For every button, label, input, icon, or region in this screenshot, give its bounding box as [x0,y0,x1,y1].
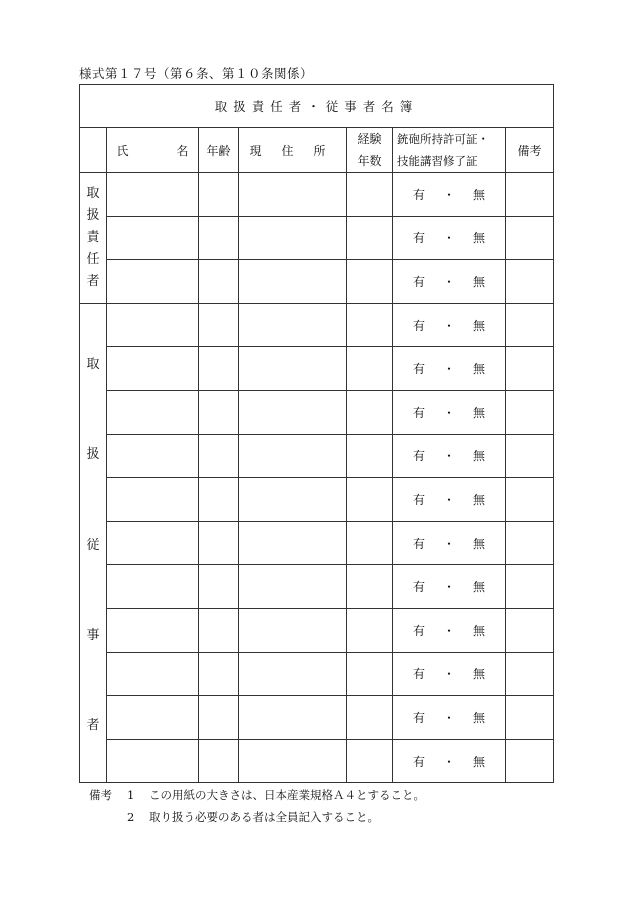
header-experience [347,128,393,173]
separator-dot: ・ [442,187,455,202]
separator-dot: ・ [442,710,455,725]
separator-dot: ・ [442,667,455,682]
yes-option[interactable]: 有 [412,187,425,202]
yes-option[interactable]: 有 [412,536,425,551]
header-license [393,128,506,173]
address-cell[interactable] [239,652,347,696]
age-cell[interactable] [199,216,239,260]
age-cell[interactable] [199,608,239,652]
separator-dot: ・ [442,754,455,769]
worker-row [80,696,554,740]
worker-row [80,303,554,347]
yes-option[interactable]: 有 [412,231,425,246]
license-yes-no-cell [393,478,506,522]
header-name-given: 名 [176,143,189,158]
license-yes-no-cell [393,521,506,565]
license-yes-no-cell [393,260,506,304]
experience-cell[interactable] [347,434,393,478]
age-cell[interactable] [199,521,239,565]
name-cell[interactable] [107,739,199,783]
experience-cell[interactable] [347,390,393,434]
worker-section-label [80,303,107,783]
remarks-cell[interactable] [506,390,554,434]
section-label-char: 扱 [86,447,100,463]
name-cell[interactable] [107,303,199,347]
address-cell[interactable] [239,173,347,217]
section-label-char: 扱 [86,207,100,223]
notes-label: 備考 [89,788,112,802]
license-yes-no-cell [393,216,506,260]
address-cell[interactable] [239,260,347,304]
name-cell[interactable] [107,521,199,565]
header-address: 現住所 [239,128,347,173]
license-yes-no-cell [393,173,506,217]
yes-option[interactable]: 有 [412,754,425,769]
license-yes-no-cell [393,347,506,391]
remarks-cell[interactable] [506,652,554,696]
worker-row [80,652,554,696]
yes-option[interactable]: 有 [412,623,425,638]
name-cell[interactable] [107,652,199,696]
separator-dot: ・ [442,536,455,551]
header-name-family: 氏 [116,143,129,158]
age-cell[interactable] [199,347,239,391]
no-option[interactable]: 無 [473,667,486,682]
name-cell[interactable] [107,347,199,391]
section-label-char: 任 [86,251,100,267]
experience-cell[interactable] [347,652,393,696]
yes-option[interactable]: 有 [412,580,425,595]
experience-cell[interactable] [347,347,393,391]
remarks-cell[interactable] [506,696,554,740]
section-label-char: 者 [86,273,100,289]
worker-row [80,347,554,391]
address-cell[interactable] [239,696,347,740]
section-label-char: 者 [86,718,100,734]
experience-cell[interactable] [347,696,393,740]
header-license-line1: 銃砲所持許可証・ [397,132,489,146]
header-experience-line2: 年数 [357,154,382,168]
address-cell[interactable] [239,390,347,434]
note-item-2 [89,806,425,828]
separator-dot: ・ [442,492,455,507]
separator-dot: ・ [442,580,455,595]
address-cell[interactable] [239,478,347,522]
age-cell[interactable] [199,303,239,347]
section-label-char: 取 [86,185,100,201]
name-cell[interactable] [107,390,199,434]
header-license-line2: 技能講習修了証 [397,154,478,168]
worker-row [80,739,554,783]
name-cell[interactable] [107,608,199,652]
no-option[interactable]: 無 [473,536,486,551]
age-cell[interactable] [199,434,239,478]
remarks-cell[interactable] [506,216,554,260]
no-option[interactable]: 無 [473,449,486,464]
remarks-cell[interactable] [506,739,554,783]
name-cell[interactable] [107,260,199,304]
separator-dot: ・ [442,362,455,377]
no-option[interactable]: 無 [473,405,486,420]
header-remarks: 備考 [506,128,554,173]
license-yes-no-cell [393,565,506,609]
license-yes-no-cell [393,739,506,783]
age-cell[interactable] [199,652,239,696]
responsible-row [80,173,554,217]
address-cell[interactable] [239,347,347,391]
section-label-char: 取 [86,357,100,373]
name-cell[interactable] [107,216,199,260]
worker-row [80,608,554,652]
yes-option[interactable]: 有 [412,667,425,682]
remarks-cell[interactable] [506,478,554,522]
no-option[interactable]: 無 [473,231,486,246]
address-cell[interactable] [239,434,347,478]
note-text: 取り扱う必要のある者は全員記入すること。 [149,810,379,824]
yes-option[interactable]: 有 [412,405,425,420]
license-yes-no-cell [393,696,506,740]
address-cell[interactable] [239,521,347,565]
remarks-cell[interactable] [506,521,554,565]
header-row [80,128,554,173]
worker-row [80,390,554,434]
note-item-1 [89,784,425,806]
table-title: 取扱責任者・従事者名簿 [80,85,554,128]
name-cell[interactable] [107,696,199,740]
license-yes-no-cell [393,303,506,347]
remarks-cell[interactable] [506,260,554,304]
remarks-cell[interactable] [506,608,554,652]
name-cell[interactable] [107,565,199,609]
section-label-char: 事 [86,627,100,643]
separator-dot: ・ [442,318,455,333]
age-cell[interactable] [199,390,239,434]
remarks-cell[interactable] [506,347,554,391]
notes [89,784,425,828]
responsible-row [80,216,554,260]
section-label-char: 従 [86,537,100,553]
age-cell[interactable] [199,173,239,217]
name-cell[interactable] [107,434,199,478]
no-option[interactable]: 無 [473,710,486,725]
age-cell[interactable] [199,696,239,740]
no-option[interactable]: 無 [473,580,486,595]
yes-option[interactable]: 有 [412,449,425,464]
note-text: この用紙の大きさは、日本産業規格Ａ４とすること。 [149,788,425,802]
experience-cell[interactable] [347,739,393,783]
experience-cell[interactable] [347,173,393,217]
license-yes-no-cell [393,390,506,434]
name-cell[interactable] [107,173,199,217]
separator-dot: ・ [442,623,455,638]
form-number: 様式第１７号（第６条、第１０条関係） [79,66,314,81]
no-option[interactable]: 無 [473,274,486,289]
remarks-cell[interactable] [506,303,554,347]
experience-cell[interactable] [347,303,393,347]
header-age: 年齢 [199,128,239,173]
experience-cell[interactable] [347,260,393,304]
name-cell[interactable] [107,478,199,522]
yes-option[interactable]: 有 [412,492,425,507]
no-option[interactable]: 無 [473,318,486,333]
age-cell[interactable] [199,565,239,609]
header-blank-cell [80,128,107,173]
remarks-cell[interactable] [506,434,554,478]
worker-row [80,434,554,478]
experience-cell[interactable] [347,565,393,609]
header-experience-line1: 経験 [357,132,382,146]
address-cell[interactable] [239,739,347,783]
license-yes-no-cell [393,652,506,696]
yes-option[interactable]: 有 [412,318,425,333]
separator-dot: ・ [442,274,455,289]
responsible-section-label [80,173,107,304]
yes-option[interactable]: 有 [412,710,425,725]
note-number: 2 [127,810,135,824]
no-option[interactable]: 無 [473,492,486,507]
no-option[interactable]: 無 [473,754,486,769]
yes-option[interactable]: 有 [412,362,425,377]
age-cell[interactable] [199,478,239,522]
yes-option[interactable]: 有 [412,274,425,289]
license-yes-no-cell [393,608,506,652]
no-option[interactable]: 無 [473,623,486,638]
worker-row [80,565,554,609]
separator-dot: ・ [442,231,455,246]
no-option[interactable]: 無 [473,187,486,202]
address-cell[interactable] [239,608,347,652]
experience-cell[interactable] [347,478,393,522]
address-cell[interactable] [239,565,347,609]
license-yes-no-cell [393,434,506,478]
title-row [80,85,554,128]
header-name [107,128,199,173]
no-option[interactable]: 無 [473,362,486,377]
age-cell[interactable] [199,260,239,304]
address-cell[interactable] [239,216,347,260]
age-cell[interactable] [199,739,239,783]
address-cell[interactable] [239,303,347,347]
experience-cell[interactable] [347,608,393,652]
worker-row [80,478,554,522]
note-number: 1 [127,788,135,802]
experience-cell[interactable] [347,521,393,565]
remarks-cell[interactable] [506,173,554,217]
responsible-row [80,260,554,304]
section-label-char: 責 [86,229,100,245]
separator-dot: ・ [442,449,455,464]
remarks-cell[interactable] [506,565,554,609]
separator-dot: ・ [442,405,455,420]
worker-row [80,521,554,565]
experience-cell[interactable] [347,216,393,260]
register-table [79,84,554,783]
